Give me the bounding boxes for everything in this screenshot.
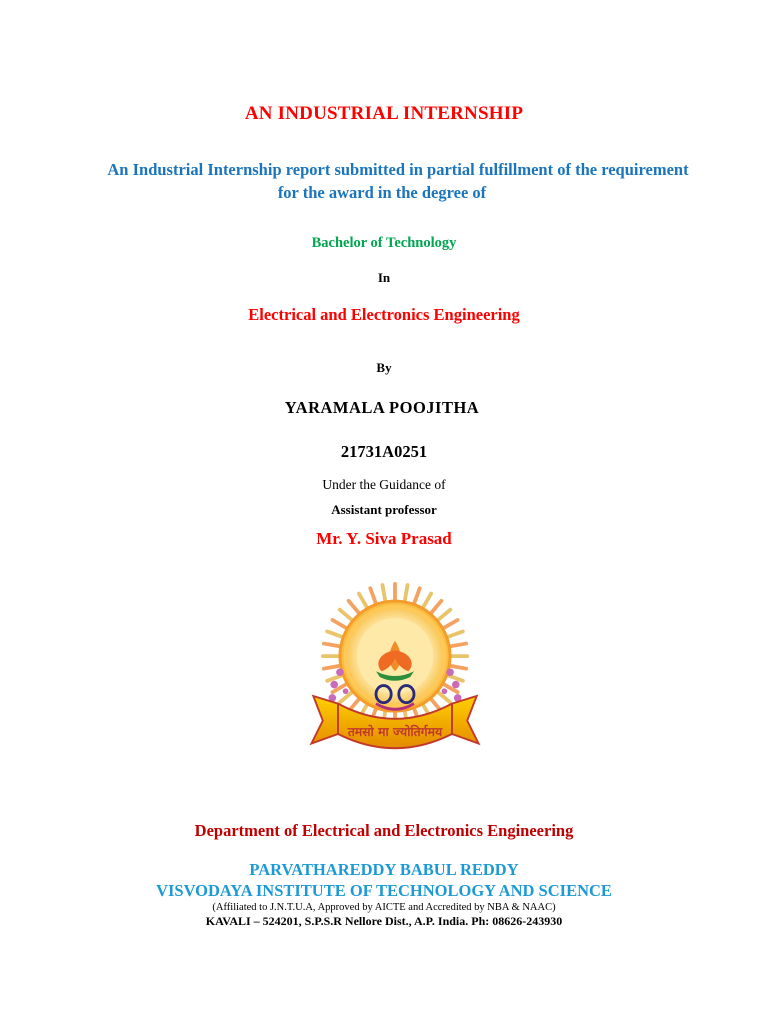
roll-number: 21731A0251 <box>340 442 428 461</box>
logo-motto: तमसो मा ज्योतिर्गमय <box>347 724 443 739</box>
logo-ray <box>443 620 458 629</box>
affiliation-text: (Affiliated to J.N.T.U.A, Approved by AICTE and Accredited by NBA & NAAC) <box>212 902 556 913</box>
logo-ray <box>449 666 466 669</box>
logo-ray <box>423 594 432 609</box>
institute-address: KAVALI – 524201, S.P.S.R Nellore Dist., A.P. India. Ph: 08626-243930 <box>205 914 563 928</box>
logo-ray <box>449 644 466 647</box>
branch-name: Electrical and Electronics Engineering <box>248 305 520 324</box>
guide-designation: Assistant professor <box>331 502 437 517</box>
logo-ray <box>414 588 420 604</box>
student-name: YARAMALA POOJITHA <box>284 398 480 417</box>
logo-ray <box>340 610 353 621</box>
in-label: In <box>377 270 391 285</box>
logo-ray <box>349 601 360 614</box>
guide-name: Mr. Y. Siva Prasad <box>316 529 452 548</box>
department-name: Department of Electrical and Electronics Engineering <box>194 821 574 840</box>
logo-ray <box>332 620 347 629</box>
logo-ray <box>430 601 441 614</box>
logo-ray <box>370 588 376 604</box>
logo-ray <box>324 666 341 669</box>
report-subtitle-line1: An Industrial Internship report submitted in partial fulfillment of the requirement <box>107 160 689 179</box>
logo-ray <box>447 631 463 637</box>
by-label: By <box>376 360 392 375</box>
logo-ray <box>359 594 368 609</box>
logo-ray <box>437 610 450 621</box>
institute-name-line1: PARVATHAREDDY BABUL REDDY <box>249 860 519 879</box>
logo-ray <box>405 585 408 602</box>
logo-ray <box>324 644 341 647</box>
logo-ray <box>382 585 385 602</box>
report-subtitle-line2: for the award in the degree of <box>277 183 487 202</box>
institute-logo-icon <box>300 582 490 772</box>
report-title: AN INDUSTRIAL INTERNSHIP <box>244 103 524 124</box>
guidance-label: Under the Guidance of <box>322 477 446 492</box>
degree-name: Bachelor of Technology <box>311 235 457 251</box>
logo-ray <box>327 631 343 637</box>
institute-name-line2: VISVODAYA INSTITUTE OF TECHNOLOGY AND SCIENCE <box>156 881 612 900</box>
